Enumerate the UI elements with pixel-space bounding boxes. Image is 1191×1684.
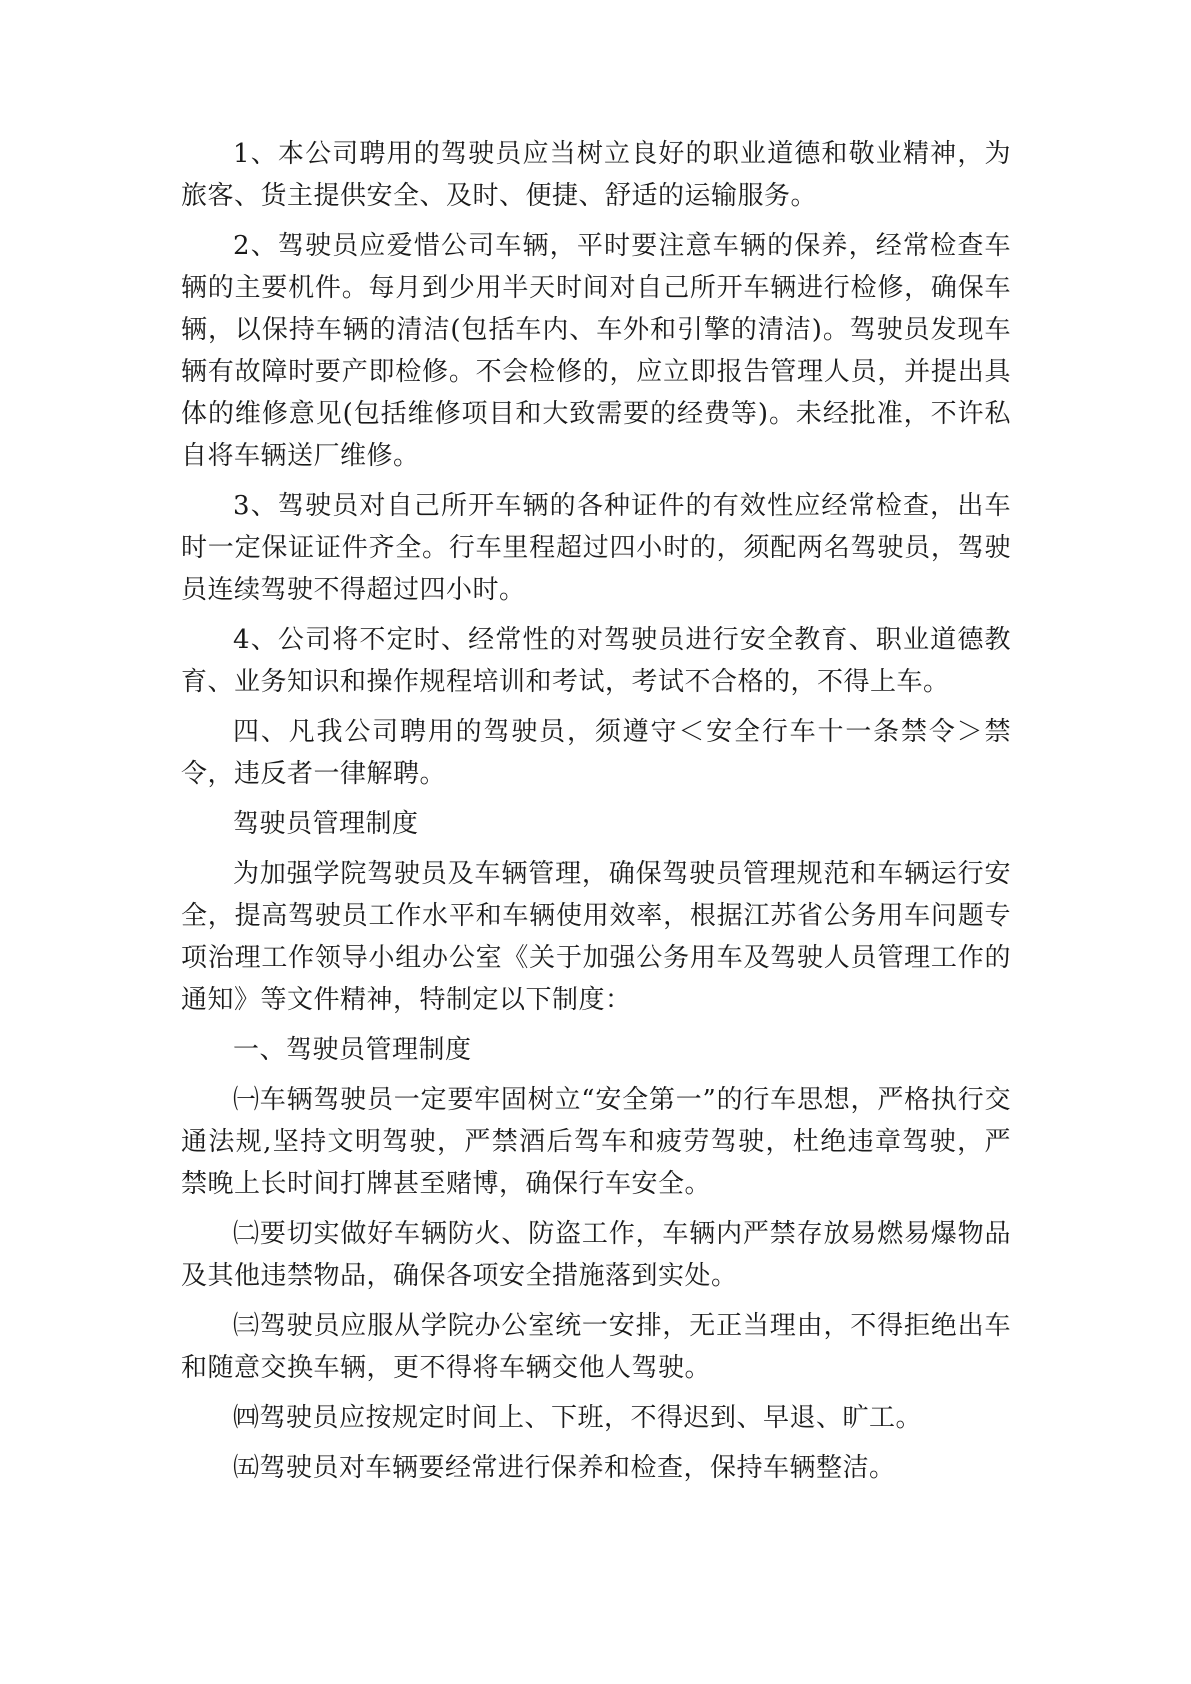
paragraph-rule-2: 2、驾驶员应爱惜公司车辆，平时要注意车辆的保养，经常检查车辆的主要机件。每月到少用半天时间对自己所开车辆进行检修，确保车辆，以保持车辆的清洁(包括车内、车外和引擎的清洁)。驾驶员发现车辆有故障时要产即检修。不会检修的，应立即报告管理人员，并提出具体的维修意见(包括维修项目和大致需要的经费等)。未经批准，不许私自将车辆送厂维修。 bbox=[181, 231, 1011, 471]
paragraph-item-3: ㈢驾驶员应服从学院办公室统一安排，无正当理由，不得拒绝出车和随意交换车辆，更不得将车辆交他人驾驶。 bbox=[181, 1311, 1011, 1383]
paragraph-rule-1: 1、本公司聘用的驾驶员应当树立良好的职业道德和敬业精神，为旅客、货主提供安全、及时、便捷、舒适的运输服务。 bbox=[181, 139, 1011, 211]
section-heading-driver-management: 驾驶员管理制度 bbox=[233, 809, 419, 839]
subsection-heading-one: 一、驾驶员管理制度 bbox=[233, 1035, 472, 1065]
paragraph-item-2: ㈡要切实做好车辆防火、防盗工作，车辆内严禁存放易燃易爆物品及其他违禁物品，确保各项安全措施落到实处。 bbox=[181, 1219, 1011, 1291]
paragraph-item-5: ㈤驾驶员对车辆要经常进行保养和检查，保持车辆整洁。 bbox=[233, 1453, 896, 1483]
paragraph-rule-3: 3、驾驶员对自己所开车辆的各种证件的有效性应经常检查，出车时一定保证证件齐全。行车里程超过四小时的，须配两名驾驶员，驾驶员连续驾驶不得超过四小时。 bbox=[181, 491, 1011, 605]
paragraph-item-1: ㈠车辆驾驶员一定要牢固树立“安全第一”的行车思想，严格执行交通法规,坚持文明驾驶，严禁酒后驾车和疲劳驾驶，杜绝违章驾驶，严禁晚上长时间打牌甚至赌博，确保行车安全。 bbox=[181, 1085, 1011, 1199]
paragraph-item-4: ㈣驾驶员应按规定时间上、下班，不得迟到、早退、旷工。 bbox=[233, 1403, 923, 1433]
document-page bbox=[181, 133, 1011, 1497]
paragraph-rule-4: 4、公司将不定时、经常性的对驾驶员进行安全教育、职业道德教育、业务知识和操作规程培训和考试，考试不合格的，不得上车。 bbox=[181, 625, 1011, 697]
paragraph-intro: 为加强学院驾驶员及车辆管理，确保驾驶员管理规范和车辆运行安全，提高驾驶员工作水平和车辆使用效率，根据江苏省公务用车问题专项治理工作领导小组办公室《关于加强公务用车及驾驶人员管理工作的通知》等文件精神，特制定以下制度： bbox=[181, 859, 1011, 1015]
paragraph-section-four: 四、凡我公司聘用的驾驶员，须遵守＜安全行车十一条禁令＞禁令，违反者一律解聘。 bbox=[181, 717, 1011, 789]
